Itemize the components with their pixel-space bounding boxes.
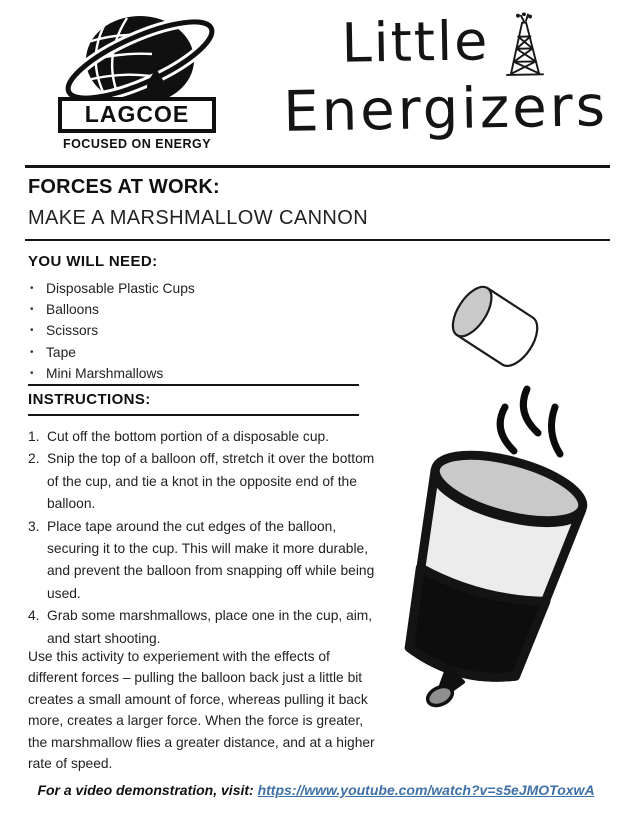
instructions-heading: INSTRUCTIONS:: [28, 391, 151, 408]
cup-cannon-icon: [388, 442, 589, 692]
lagcoe-wordmark: LAGCOE: [58, 97, 216, 133]
oil-derrick-icon: [501, 12, 548, 81]
bullet-icon: [30, 299, 34, 320]
divider-instructions-top: [28, 384, 359, 386]
materials-list-item: • Tape: [28, 342, 368, 363]
brand-word-energizers: Energizers: [282, 74, 609, 145]
instruction-step: 4. Grab some marshmallows, place one in the cup, aim, and start shooting.: [28, 608, 373, 646]
doc-subheading: MAKE A MARSHMALLOW CANNON: [28, 207, 369, 229]
materials-section: [28, 253, 368, 384]
instruction-step: 3. Place tape around the cut edges of the balloon, securing it to the cup. This will make it more durable, and prevent the balloon from snapping off while being used.: [28, 518, 375, 601]
materials-list: [28, 278, 368, 384]
bullet-icon: [30, 278, 34, 299]
materials-list-item: • Mini Marshmallows: [28, 363, 368, 384]
brand-word-little: Little: [341, 9, 490, 75]
materials-list-item: • Scissors: [28, 320, 368, 341]
motion-lines-icon: [500, 389, 560, 454]
instruction-step: 1. Cut off the bottom portion of a disposable cup.: [28, 429, 329, 444]
little-energizers-title: [257, 9, 632, 145]
footer-label: For a video demonstration, visit:: [37, 782, 254, 798]
marshmallow-cannon-illustration: [388, 268, 632, 768]
video-link[interactable]: https://www.youtube.com/watch?v=s5eJMOToxwA: [257, 782, 595, 798]
lagcoe-tagline: FOCUSED ON ENERGY: [62, 137, 212, 151]
instructions-list: [28, 426, 380, 650]
instruction-step: 2. Snip the top of a balloon off, stretch it over the bottom of the cup, and tie a knot in the opposite end of the balloon.: [28, 451, 375, 512]
bullet-icon: [30, 363, 34, 384]
divider-under-title: [25, 239, 610, 241]
materials-list-item: • Balloons: [28, 299, 368, 320]
doc-heading: FORCES AT WORK:: [28, 176, 220, 198]
footer: [0, 782, 632, 798]
lagcoe-logo: [50, 10, 240, 162]
materials-heading: YOU WILL NEED:: [28, 253, 158, 270]
marshmallow-icon: [445, 280, 545, 372]
bullet-icon: [30, 342, 34, 363]
summary-paragraph: Use this activity to experiement with the effects of different forces – pulling the balloon back just a little bit creates a small amount of force, whereas pulling it back more, creates a larger force. When the force is greater, the marshmallow flies a greater distance, and at a higher rate of speed.: [28, 649, 375, 772]
divider-instructions-bottom: [28, 414, 359, 416]
divider-top: [25, 165, 610, 168]
materials-list-item: • Disposable Plastic Cups: [28, 278, 368, 299]
bullet-icon: [30, 320, 34, 341]
